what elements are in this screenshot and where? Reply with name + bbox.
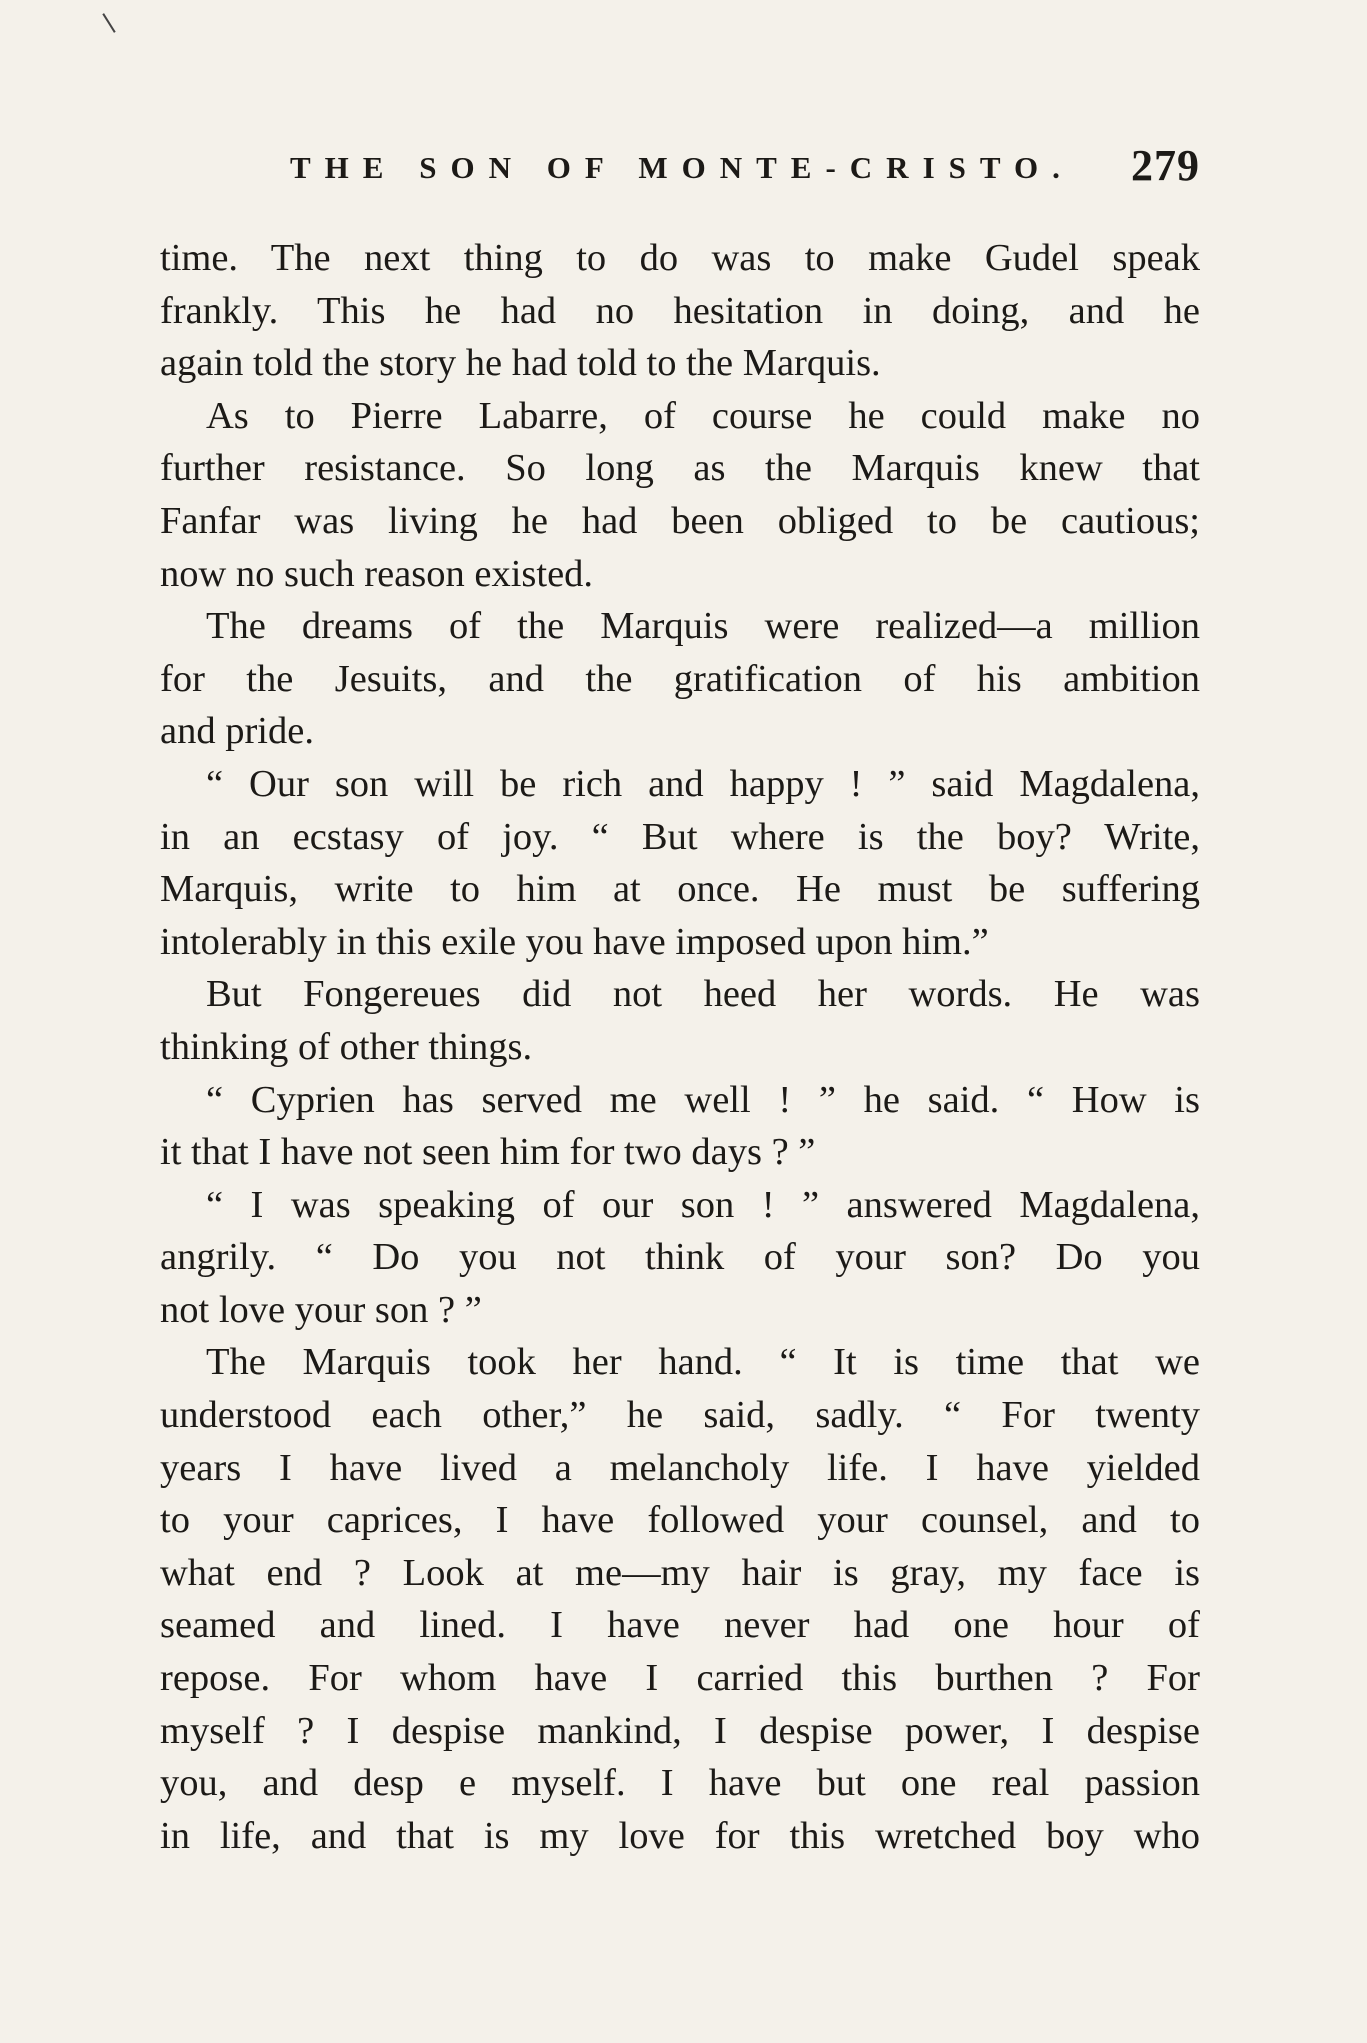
text-line: seamed and lined. I have never had one hour of: [160, 1604, 1200, 1647]
text-line: The dreams of the Marquis were realized—a million: [206, 605, 1200, 648]
text-line: in an ecstasy of joy. “ But where is the boy? Write,: [160, 815, 1200, 858]
text-line: what end ? Look at me—my hair is gray, my face is: [160, 1551, 1200, 1594]
text-line: Fanfar was living he had been obliged to be cautious;: [160, 499, 1200, 542]
text-line: “ Cyprien has served me well ! ” he said. “ How is: [206, 1078, 1200, 1121]
text-line: it that I have not seen him for two days ? ”: [160, 1131, 816, 1174]
page-number: 279: [1131, 141, 1200, 190]
text-line: As to Pierre Labarre, of course he could make no: [206, 394, 1200, 437]
page-header: [160, 142, 1200, 202]
text-line: The Marquis took her hand. “ It is time that we: [206, 1341, 1200, 1384]
stray-mark: [102, 13, 115, 33]
text-line: you, and desp e myself. I have but one real passion: [160, 1762, 1200, 1805]
text-line: now no such reason existed.: [160, 552, 594, 595]
text-line: in life, and that is my love for this wretched boy who: [160, 1814, 1200, 1857]
text-line: further resistance. So long as the Marquis knew that: [160, 447, 1200, 490]
text-line: to your caprices, I have followed your counsel, and to: [160, 1499, 1200, 1542]
text-line: again told the story he had told to the Marquis.: [160, 342, 881, 385]
text-line: angrily. “ Do you not think of your son? Do you: [160, 1236, 1200, 1279]
text-line: frankly. This he had no hesitation in doing, and he: [160, 289, 1200, 332]
running-title: THE SON OF MONTE-CRISTO.: [290, 150, 1074, 185]
body-text: [160, 232, 1200, 1862]
text-line: “ Our son will be rich and happy ! ” said Magdalena,: [206, 762, 1200, 805]
text-line: myself ? I despise mankind, I despise power, I despise: [160, 1709, 1200, 1752]
text-line: thinking of other things.: [160, 1025, 533, 1068]
text-line: for the Jesuits, and the gratification of his ambition: [160, 657, 1200, 700]
text-line: and pride.: [160, 710, 314, 753]
text-line: not love your son ? ”: [160, 1288, 482, 1331]
text-line: time. The next thing to do was to make Gudel speak: [160, 237, 1200, 279]
text-line: But Fongereues did not heed her words. He was: [206, 973, 1200, 1016]
text-line: Marquis, write to him at once. He must be suffering: [160, 868, 1200, 911]
text-line: repose. For whom have I carried this burthen ? For: [160, 1657, 1200, 1700]
text-line: intolerably in this exile you have imposed upon him.”: [160, 920, 989, 963]
text-line: “ I was speaking of our son ! ” answered Magdalena,: [206, 1183, 1200, 1226]
text-line: years I have lived a melancholy life. I have yielded: [160, 1446, 1200, 1489]
text-line: understood each other,” he said, sadly. “ For twenty: [160, 1394, 1200, 1437]
